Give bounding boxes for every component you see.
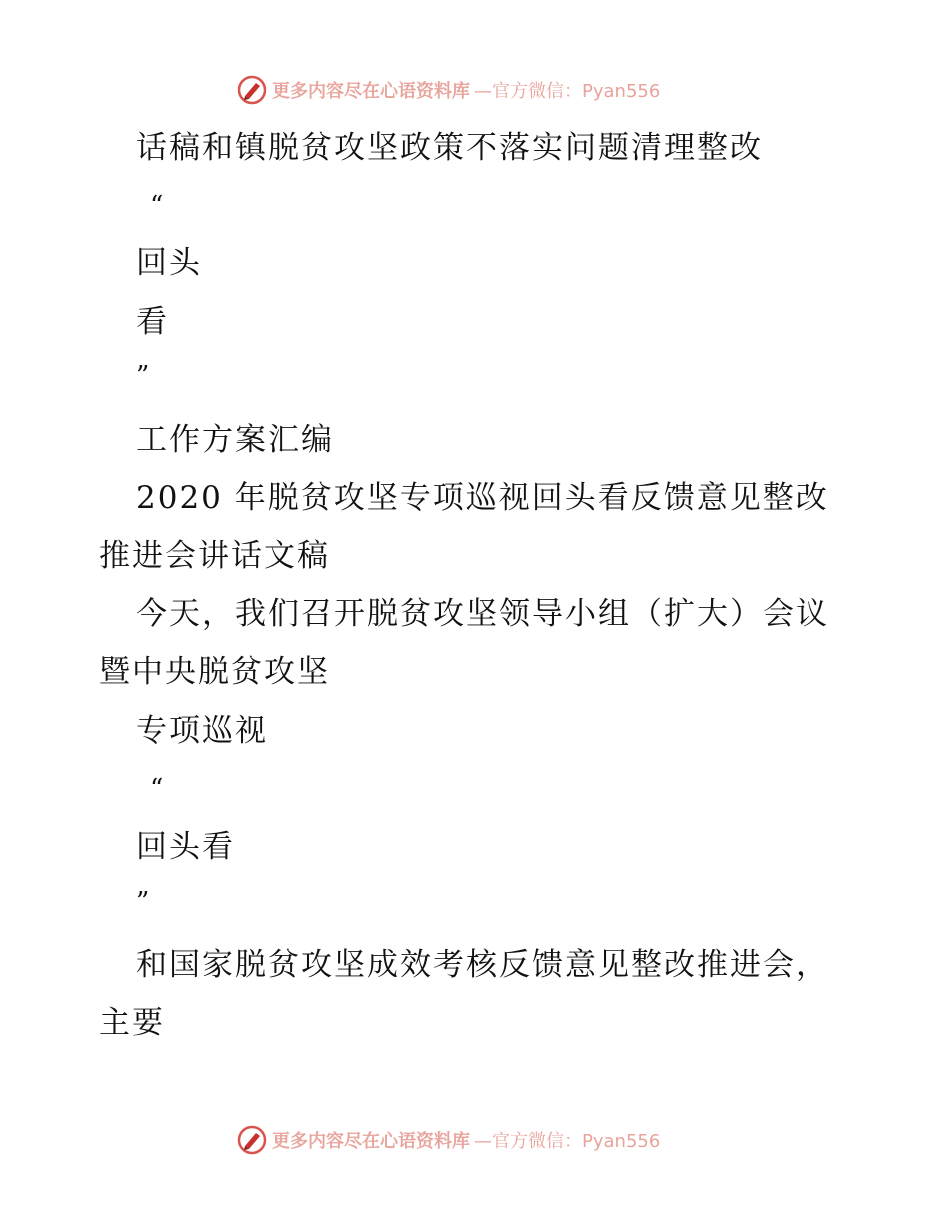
pen-logo-icon bbox=[236, 74, 268, 106]
text-line: 推进会讲话文稿 bbox=[99, 538, 330, 574]
open-quote-mark: “ bbox=[150, 191, 166, 221]
text-line: 暨中央脱贫攻坚 bbox=[99, 654, 330, 690]
watermark-sub-text: —官方微信：Pyan556 bbox=[474, 81, 661, 102]
text-line: 今天，我们召开脱贫攻坚领导小组（扩大）会议 bbox=[136, 596, 829, 632]
close-quote-mark: ” bbox=[136, 887, 152, 917]
watermark-sub-text: —官方微信：Pyan556 bbox=[474, 1131, 661, 1152]
watermark-main-text: 更多内容尽在心语资料库 bbox=[272, 1131, 470, 1152]
pen-logo-icon bbox=[236, 1124, 268, 1156]
text-line: 和国家脱贫攻坚成效考核反馈意见整改推进会， bbox=[136, 947, 829, 983]
text-line: 话稿和镇脱贫攻坚政策不落实问题清理整改 bbox=[136, 130, 763, 166]
text-line: 工作方案汇编 bbox=[136, 422, 334, 458]
text-line: 回头看 bbox=[136, 829, 235, 865]
close-quote-mark: ” bbox=[136, 361, 152, 391]
footer-watermark bbox=[236, 1123, 660, 1157]
open-quote-mark: “ bbox=[150, 774, 166, 804]
text-line: 回头 bbox=[136, 245, 202, 281]
header-watermark bbox=[236, 73, 660, 107]
text-line: 2020 年脱贫攻坚专项巡视回头看反馈意见整改 bbox=[136, 480, 829, 516]
watermark-main-text: 更多内容尽在心语资料库 bbox=[272, 81, 470, 102]
text-line: 专项巡视 bbox=[136, 713, 268, 749]
text-line: 主要 bbox=[99, 1005, 165, 1041]
text-line: 看 bbox=[136, 304, 169, 340]
